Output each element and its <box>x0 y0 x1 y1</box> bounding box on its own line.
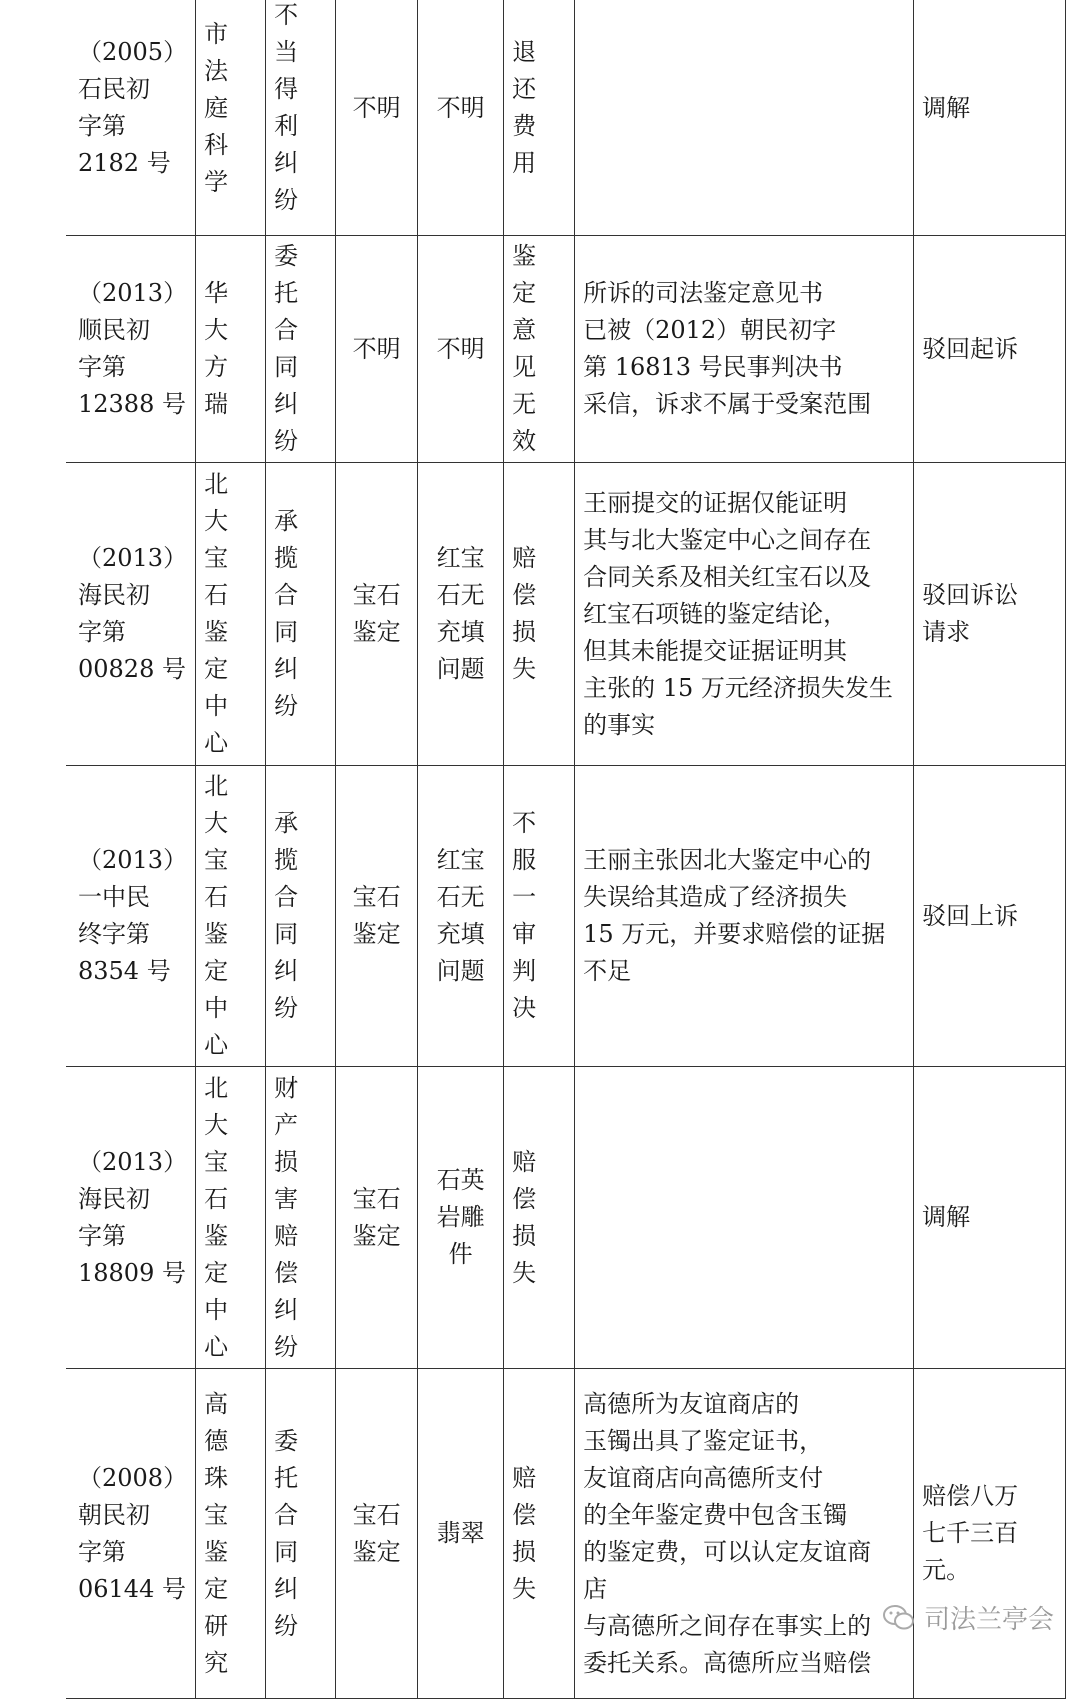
table-row <box>66 463 1066 766</box>
cell-reason: 所诉的司法鉴定意见书 已被（2012）朝民初字 第 16813 号民事判决书 采信，诉求不属于受案范围 <box>575 236 914 463</box>
cell-result: 驳回上诉 <box>914 766 1066 1067</box>
cell-claim: 赔 偿 损 失 <box>504 1067 575 1369</box>
cell-reason <box>575 0 914 236</box>
cell-reason: 王丽主张因北大鉴定中心的 失误给其造成了经济损失 15 万元，并要求赔偿的证据 不足 <box>575 766 914 1067</box>
cell-claim: 赔 偿 损 失 <box>504 463 575 766</box>
cell-result: 赔偿八万 七千三百 元。 <box>914 1369 1066 1699</box>
cell-claim: 退 还 费 用 <box>504 0 575 236</box>
cell-claim: 鉴 定 意 见 无 效 <box>504 236 575 463</box>
watermark <box>882 1599 1054 1636</box>
table-row <box>66 1067 1066 1369</box>
cell-appraisal-type: 不明 <box>336 0 418 236</box>
case-table <box>66 0 1066 1699</box>
cell-party: 北 大 宝 石 鉴 定 中 心 <box>196 463 266 766</box>
wechat-icon <box>882 1603 916 1633</box>
cell-appraisal-type: 宝石 鉴定 <box>336 1067 418 1369</box>
cell-result: 调解 <box>914 1067 1066 1369</box>
cell-reason: 王丽提交的证据仅能证明 其与北大鉴定中心之间存在 合同关系及相关红宝石以及 红宝石项链的鉴定结论， 但其未能提交证据证明其 主张的 15 万元经济损失发生 的事实 <box>575 463 914 766</box>
cell-result: 驳回诉讼 请求 <box>914 463 1066 766</box>
cell-reason <box>575 1067 914 1369</box>
cell-claim: 赔 偿 损 失 <box>504 1369 575 1699</box>
cell-object: 翡翠 <box>418 1369 504 1699</box>
cell-case-no: （2013） 海民初 字第 18809 号 <box>66 1067 196 1369</box>
cell-appraisal-type: 宝石 鉴定 <box>336 1369 418 1699</box>
watermark-text: 司法兰亭会 <box>923 1605 1054 1635</box>
cell-cause: 财 产 损 害 赔 偿 纠 纷 <box>266 1067 336 1369</box>
cell-appraisal-type: 不明 <box>336 236 418 463</box>
cell-reason: 高德所为友谊商店的 玉镯出具了鉴定证书， 友谊商店向高德所支付 的全年鉴定费中包含玉镯 的鉴定费，可以认定友谊商 店 与高德所之间存在事实上的 委托关系。高德所应当赔偿 <box>575 1369 914 1699</box>
cell-case-no: （2013） 海民初 字第 00828 号 <box>66 463 196 766</box>
cell-cause: 承 揽 合 同 纠 纷 <box>266 766 336 1067</box>
cell-party: 北 大 宝 石 鉴 定 中 心 <box>196 766 266 1067</box>
table-row <box>66 1369 1066 1699</box>
cell-appraisal-type: 宝石 鉴定 <box>336 766 418 1067</box>
cell-object: 红宝 石无 充填 问题 <box>418 766 504 1067</box>
cell-object: 不明 <box>418 0 504 236</box>
cell-case-no: （2013） 一中民 终字第 8354 号 <box>66 766 196 1067</box>
cell-claim: 不 服 一 审 判 决 <box>504 766 575 1067</box>
cell-cause: 不 当 得 利 纠 纷 <box>266 0 336 236</box>
cell-result: 调解 <box>914 0 1066 236</box>
cell-case-no: （2008） 朝民初 字第 06144 号 <box>66 1369 196 1699</box>
table-row <box>66 766 1066 1067</box>
cell-party: 市 法 庭 科 学 <box>196 0 266 236</box>
cell-case-no: （2013） 顺民初 字第 12388 号 <box>66 236 196 463</box>
table-row <box>66 236 1066 463</box>
cell-cause: 委 托 合 同 纠 纷 <box>266 236 336 463</box>
cell-object: 不明 <box>418 236 504 463</box>
cell-object: 石英 岩雕 件 <box>418 1067 504 1369</box>
cell-party: 华 大 方 瑞 <box>196 236 266 463</box>
cell-case-no: （2005） 石民初 字第 2182 号 <box>66 0 196 236</box>
table-row <box>66 0 1066 236</box>
cell-cause: 承 揽 合 同 纠 纷 <box>266 463 336 766</box>
cell-cause: 委 托 合 同 纠 纷 <box>266 1369 336 1699</box>
cell-appraisal-type: 宝石 鉴定 <box>336 463 418 766</box>
cell-party: 北 大 宝 石 鉴 定 中 心 <box>196 1067 266 1369</box>
cell-result: 驳回起诉 <box>914 236 1066 463</box>
cell-party: 高 德 珠 宝 鉴 定 研 究 <box>196 1369 266 1699</box>
cell-object: 红宝 石无 充填 问题 <box>418 463 504 766</box>
